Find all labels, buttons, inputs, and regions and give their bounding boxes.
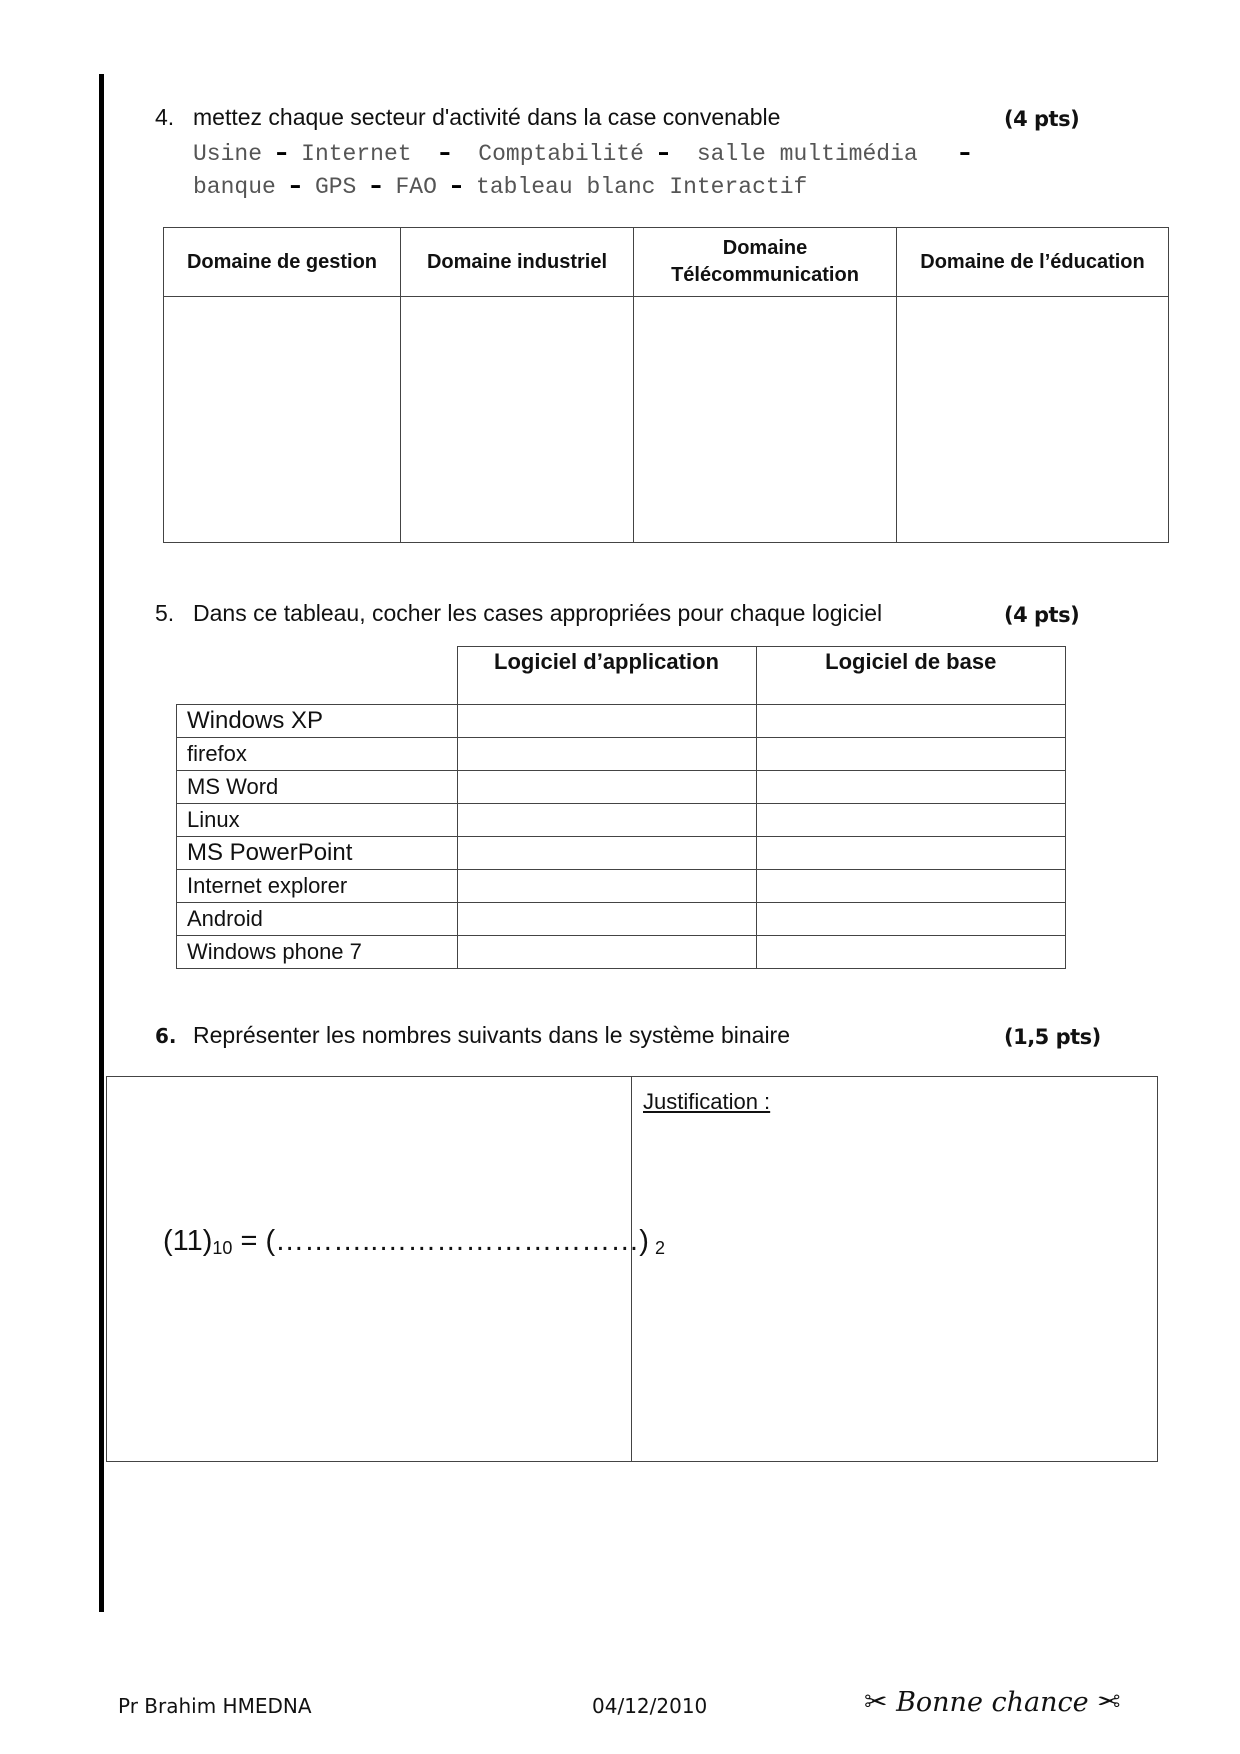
header-line-1: Domaine	[722, 237, 808, 259]
word-list-line-2	[193, 173, 807, 200]
table-row	[177, 870, 1066, 903]
checkbox-cell-base[interactable]	[756, 771, 1066, 804]
checkbox-cell-application[interactable]	[457, 870, 756, 903]
checkbox-cell-application[interactable]	[457, 705, 756, 738]
checkbox-cell-application[interactable]	[457, 903, 756, 936]
question-5-points: (4 pts)	[1004, 603, 1080, 627]
checkbox-cell-base[interactable]	[756, 837, 1066, 870]
question-6-points: (1,5 pts)	[1004, 1025, 1101, 1049]
decimal-number: (11)	[163, 1225, 213, 1257]
software-name: MS PowerPoint	[177, 837, 458, 870]
word-item: salle multimédia	[696, 141, 918, 167]
table-row	[177, 771, 1066, 804]
answer-cell-industriel[interactable]	[401, 297, 634, 543]
table-header-row	[164, 228, 1169, 297]
answer-cell-education[interactable]	[897, 297, 1169, 543]
checkbox-cell-base[interactable]	[756, 936, 1066, 969]
left-margin-rule	[99, 74, 104, 1612]
word-item: tableau blanc Interactif	[476, 174, 808, 200]
software-name: Linux	[177, 804, 458, 837]
word-item: GPS	[314, 174, 357, 200]
checkbox-cell-application[interactable]	[457, 936, 756, 969]
question-4-title	[155, 104, 780, 131]
question-number: 5.	[155, 600, 175, 626]
word-item: banque	[193, 174, 276, 200]
software-name: firefox	[177, 738, 458, 771]
table-row	[177, 837, 1066, 870]
separator: –	[370, 173, 382, 199]
good-luck-text: Bonne chance	[896, 1687, 1089, 1718]
software-name: Windows XP	[177, 705, 458, 738]
word-item: Internet	[301, 141, 412, 167]
corner-blank	[177, 647, 458, 705]
table-row	[107, 1077, 1158, 1462]
checkbox-cell-application[interactable]	[457, 837, 756, 870]
separator: –	[275, 140, 288, 166]
table-row	[177, 804, 1066, 837]
word-item: FAO	[395, 174, 437, 200]
answer-blank[interactable]: = (………..………………………)	[232, 1225, 649, 1257]
word-item: Comptabilité	[478, 141, 644, 167]
header-telecommunication	[634, 228, 897, 297]
footer-author: Pr Brahim HMEDNA	[118, 1694, 312, 1718]
checkbox-cell-base[interactable]	[756, 738, 1066, 771]
justification-label: Justification :	[643, 1089, 771, 1114]
answer-cell-telecommunication[interactable]	[634, 297, 897, 543]
table-row	[177, 705, 1066, 738]
checkbox-cell-application[interactable]	[457, 771, 756, 804]
question-text: mettez chaque secteur d'activité dans la case convenable	[193, 104, 781, 130]
binary-conversion-table	[106, 1076, 1158, 1462]
domain-classification-table	[163, 227, 1169, 543]
software-name: MS Word	[177, 771, 458, 804]
base-from: 10	[212, 1238, 233, 1258]
separator: –	[657, 140, 670, 166]
separator: –	[289, 173, 302, 199]
checkbox-cell-base[interactable]	[756, 705, 1066, 738]
answer-row	[164, 297, 1169, 543]
conversion-equation	[163, 1225, 665, 1259]
scissors-icon: ✂	[1097, 1685, 1121, 1718]
separator: –	[959, 140, 971, 166]
question-number: 4.	[155, 104, 175, 130]
justification-cell[interactable]	[632, 1077, 1158, 1462]
header-industriel: Domaine industriel	[401, 228, 634, 297]
table-row	[177, 738, 1066, 771]
software-name: Internet explorer	[177, 870, 458, 903]
checkbox-cell-base[interactable]	[756, 804, 1066, 837]
software-name: Windows phone 7	[177, 936, 458, 969]
separator: –	[450, 173, 463, 199]
question-4-points: (4 pts)	[1004, 107, 1080, 131]
question-text: Représenter les nombres suivants dans le système binaire	[193, 1022, 791, 1048]
checkbox-cell-base[interactable]	[756, 903, 1066, 936]
software-name: Android	[177, 903, 458, 936]
scissors-icon: ✂	[864, 1685, 888, 1718]
conversion-cell	[107, 1077, 665, 1462]
header-gestion: Domaine de gestion	[164, 228, 401, 297]
question-text: Dans ce tableau, cocher les cases appropriées pour chaque logiciel	[193, 600, 883, 626]
table-header-row	[177, 647, 1066, 705]
footer-good-luck	[864, 1685, 1121, 1718]
software-table	[176, 646, 1066, 969]
question-6-title	[155, 1022, 790, 1049]
base-to: 2	[654, 1238, 665, 1258]
table-row	[177, 903, 1066, 936]
question-number: 6.	[155, 1024, 177, 1048]
checkbox-cell-application[interactable]	[457, 804, 756, 837]
header-system-software: Logiciel de base	[756, 647, 1066, 705]
header-line-2: Télécommunication	[671, 264, 859, 286]
word-list-line-1	[193, 140, 971, 167]
table-row	[177, 936, 1066, 969]
word-item: Usine	[193, 141, 263, 167]
footer-date: 04/12/2010	[592, 1694, 708, 1718]
header-application-software: Logiciel d’application	[457, 647, 756, 705]
header-education: Domaine de l’éducation	[897, 228, 1169, 297]
answer-cell-gestion[interactable]	[164, 297, 401, 543]
question-5-title	[155, 600, 882, 627]
checkbox-cell-application[interactable]	[457, 738, 756, 771]
separator: –	[439, 140, 451, 166]
checkbox-cell-base[interactable]	[756, 870, 1066, 903]
